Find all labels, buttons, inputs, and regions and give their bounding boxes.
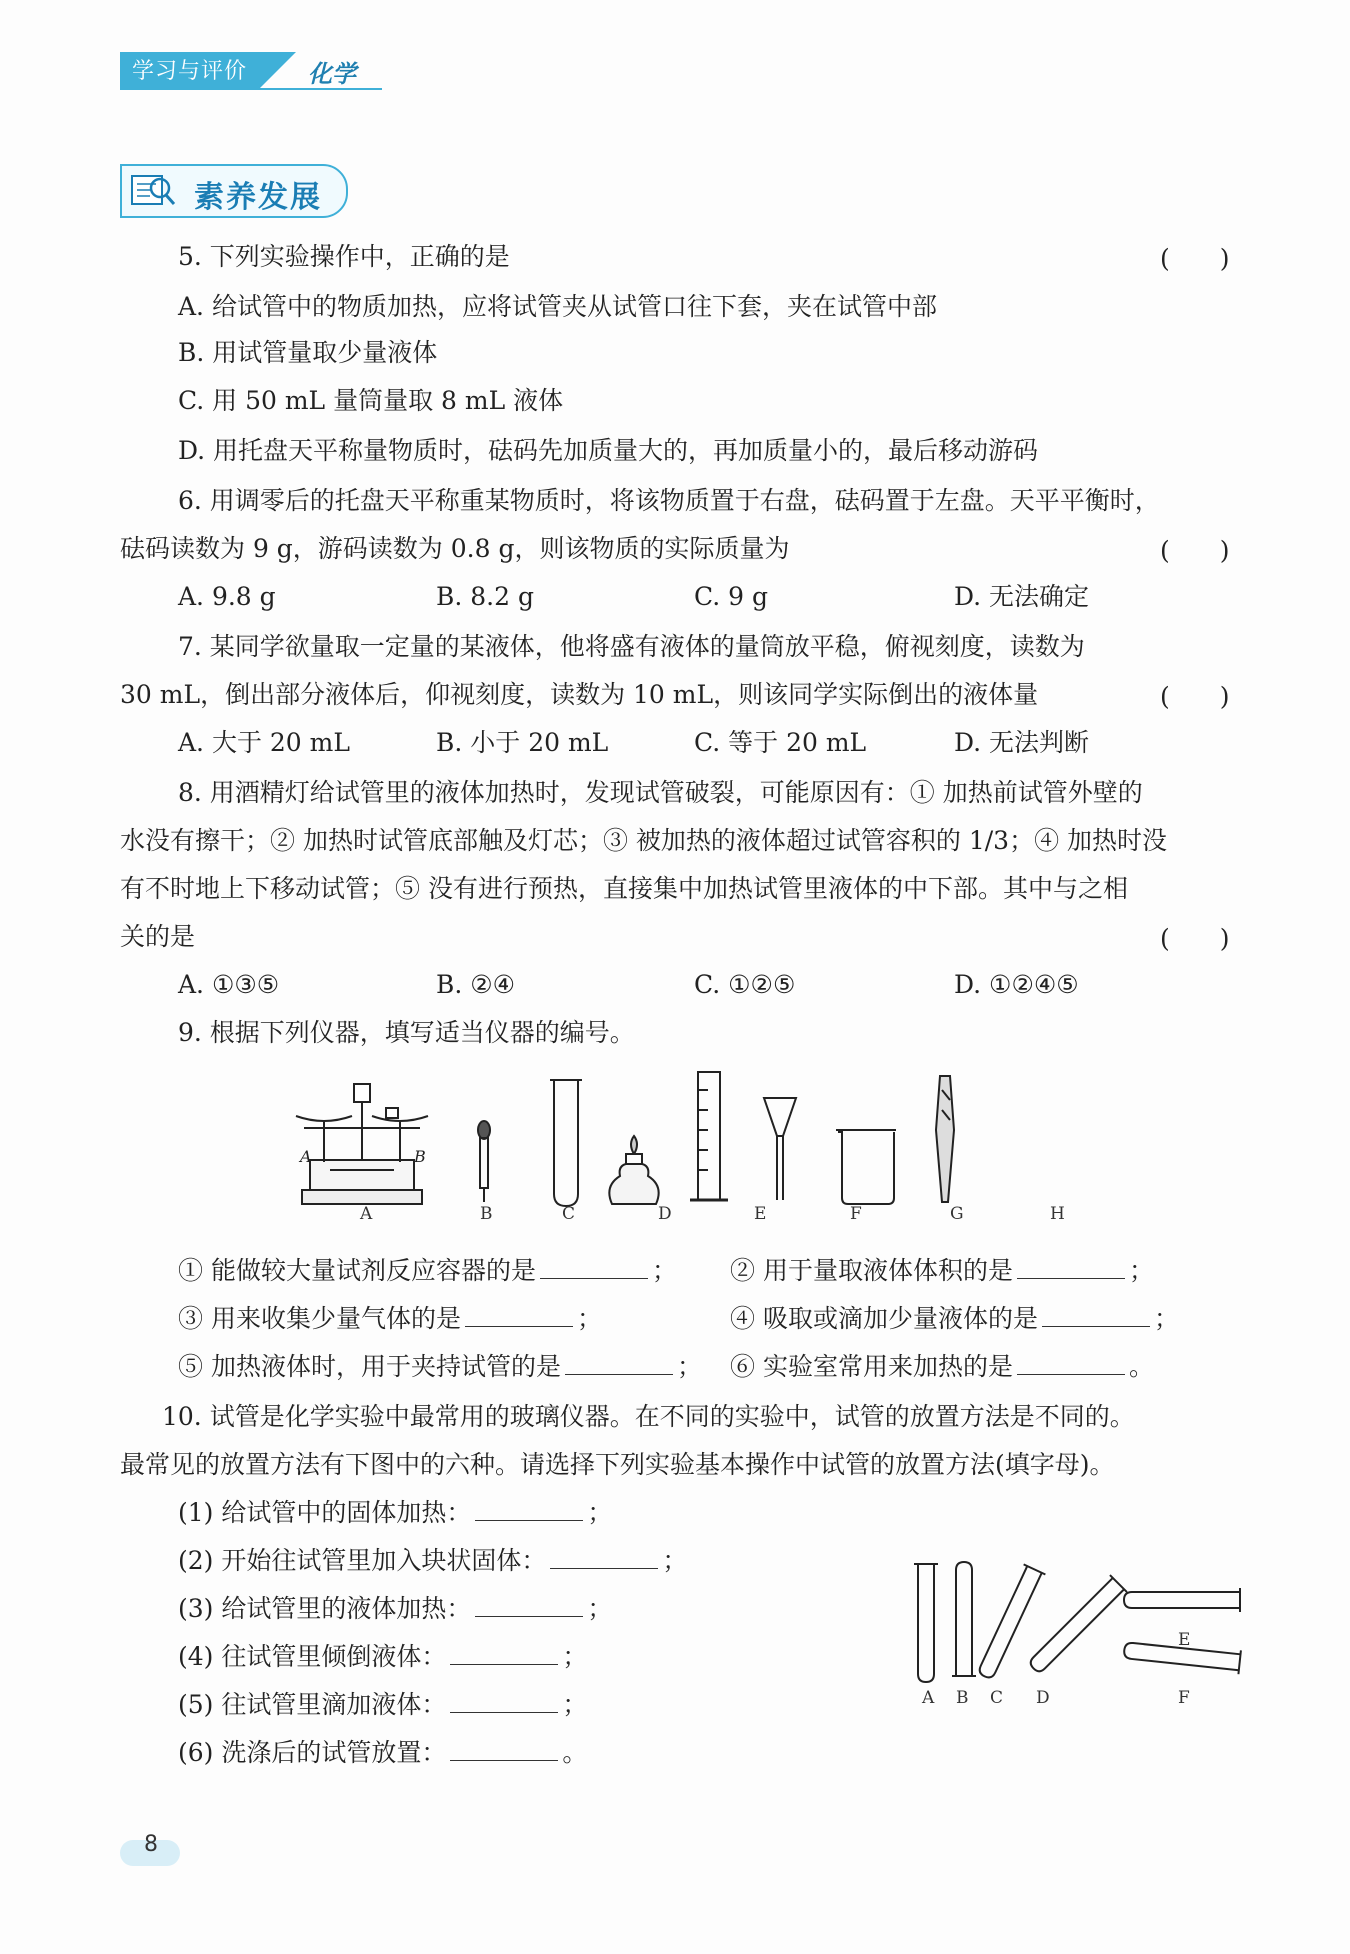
book-title: 学习与评价 (132, 59, 248, 84)
q5-option-a: A. 给试管中的物质加热，应将试管夹从试管口往下套，夹在试管中部 (178, 292, 937, 321)
apparatus-label-e: E (754, 1204, 767, 1224)
q10-item2-text: (2) 开始往试管里加入块状固体： (178, 1546, 547, 1575)
q10-item5 (178, 1688, 587, 1722)
test-tube-placement-figure (900, 1556, 1250, 1696)
q10-item1-end: ； (587, 1498, 613, 1527)
q9-sub1-text: ① 能做较大量试剂反应容器的是 (178, 1256, 536, 1285)
tube-label-b: B (956, 1688, 969, 1708)
q8-option-d: D. ①②④⑤ (954, 970, 1079, 999)
q10-item5-blank[interactable] (450, 1688, 558, 1713)
magnifier-book-icon (130, 172, 182, 210)
q7-option-c: C. 等于 20 mL (694, 728, 867, 757)
page-number: 8 (144, 1832, 158, 1857)
q10-item2-end: ； (662, 1546, 688, 1575)
q9-sub4-text: ④ 吸取或滴加少量液体的是 (730, 1304, 1038, 1333)
tube-label-d: D (1036, 1688, 1050, 1708)
q5-option-d: D. 用托盘天平称量物质时，砝码先加质量大的，再加质量小的，最后移动游码 (178, 436, 1039, 465)
q9-sub3-blank[interactable] (465, 1302, 573, 1327)
q9-sub3-end: ； (576, 1304, 602, 1333)
measuring-cylinder-icon (690, 1072, 728, 1200)
q10-item6-text: (6) 洗涤后的试管放置： (178, 1738, 447, 1767)
q7-answer-paren: ( ) (1160, 682, 1230, 711)
balance-pan-label-right: B (414, 1147, 426, 1166)
q10-item4-blank[interactable] (450, 1640, 558, 1665)
q9-sub3-text: ③ 用来收集少量气体的是 (178, 1304, 461, 1333)
apparatus-label-h: H (1050, 1204, 1065, 1224)
q7-line1: 7. 某同学欲量取一定量的某液体，他将盛有液体的量筒放平稳，俯视刻度，读数为 (178, 632, 1085, 661)
q10-item3 (178, 1592, 612, 1626)
q9-sub4-end: ； (1153, 1304, 1179, 1333)
q10-item1-text: (1) 给试管中的固体加热： (178, 1498, 472, 1527)
q6-answer-paren: ( ) (1160, 536, 1230, 565)
q10-item4-end: ； (562, 1642, 588, 1671)
q6-option-b: B. 8.2 g (436, 582, 534, 611)
q10-item4 (178, 1640, 587, 1674)
test-tube-icon (550, 1080, 582, 1206)
apparatus-label-c: C (562, 1204, 576, 1224)
apparatus-label-b: B (480, 1204, 493, 1224)
apparatus-label-d: D (658, 1204, 672, 1224)
tube-label-e: E (1178, 1630, 1191, 1650)
q9-sub5-blank[interactable] (565, 1350, 673, 1375)
q10-item5-end: ； (562, 1690, 588, 1719)
q9-sub1-end: ； (651, 1256, 677, 1285)
alcohol-lamp-icon (609, 1136, 658, 1204)
q6-option-a: A. 9.8 g (178, 582, 276, 611)
test-tube-holder-icon (936, 1076, 954, 1202)
q10-item6-blank[interactable] (450, 1736, 558, 1761)
tube-label-c: C (990, 1688, 1004, 1708)
balance-icon (296, 1084, 428, 1204)
q9-sub5-text: ⑤ 加热液体时，用于夹持试管的是 (178, 1352, 561, 1381)
balance-pan-label-left: A (300, 1147, 312, 1166)
section-heading (120, 164, 348, 218)
tube-e-icon (1124, 1588, 1240, 1612)
q10-item2-blank[interactable] (550, 1544, 658, 1569)
tube-b-icon (952, 1562, 976, 1676)
q8-option-b: B. ②④ (436, 970, 516, 999)
q10-item6-end: 。 (562, 1738, 588, 1767)
q10-item5-text: (5) 往试管里滴加液体： (178, 1690, 447, 1719)
q10-line2: 最常见的放置方法有下图中的六种。请选择下列实验基本操作中试管的放置方法(填字母)。 (120, 1450, 1115, 1479)
q10-item6 (178, 1736, 587, 1770)
q7-line2: 30 mL，倒出部分液体后，仰视刻度，读数为 10 mL，则该同学实际倒出的液体量 (120, 680, 1039, 709)
q8-line1: 8. 用酒精灯给试管里的液体加热时，发现试管破裂，可能原因有：① 加热前试管外壁的 (178, 778, 1143, 807)
q10-item1-blank[interactable] (475, 1496, 583, 1521)
q9-sub6 (730, 1350, 1154, 1384)
q5-option-c: C. 用 50 mL 量筒量取 8 mL 液体 (178, 386, 564, 415)
q8-answer-paren: ( ) (1160, 924, 1230, 953)
section-title: 素养发展 (194, 180, 322, 215)
q8-line4: 关的是 (120, 922, 196, 951)
dropper-icon (478, 1121, 490, 1202)
beaker-icon (836, 1130, 896, 1204)
q7-option-d: D. 无法判断 (954, 728, 1090, 757)
q10-item3-end: ； (587, 1594, 613, 1623)
apparatus-label-g: G (950, 1204, 964, 1224)
q9-sub4-blank[interactable] (1042, 1302, 1150, 1327)
header-band-tip (260, 52, 296, 88)
apparatus-label-a: A (360, 1204, 373, 1224)
q9-sub1-blank[interactable] (540, 1254, 648, 1279)
q9-sub6-end: 。 (1128, 1352, 1154, 1381)
q10-item2 (178, 1544, 687, 1578)
q9-sub6-text: ⑥ 实验室常用来加热的是 (730, 1352, 1013, 1381)
q9-sub5 (178, 1350, 702, 1384)
q6-option-d: D. 无法确定 (954, 582, 1090, 611)
q9-sub1 (178, 1254, 677, 1288)
q9-sub2 (730, 1254, 1154, 1288)
funnel-icon (764, 1098, 796, 1200)
q7-option-b: B. 小于 20 mL (436, 728, 609, 757)
apparatus-label-f: F (850, 1204, 862, 1224)
q9-sub3 (178, 1302, 602, 1336)
q8-line3: 有不时地上下移动试管；⑤ 没有进行预热，直接集中加热试管里液体的中下部。其中与之相 (120, 874, 1128, 903)
q9-sub2-blank[interactable] (1017, 1254, 1125, 1279)
tube-d-icon (1025, 1575, 1127, 1677)
q9-stem: 9. 根据下列仪器，填写适当仪器的编号。 (178, 1018, 635, 1047)
q8-option-a: A. ①③⑤ (178, 970, 280, 999)
q6-line1: 6. 用调零后的托盘天平称重某物质时，将该物质置于右盘，砝码置于左盘。天平平衡时， (178, 486, 1160, 515)
q6-option-c: C. 9 g (694, 582, 768, 611)
tube-label-f: F (1178, 1688, 1190, 1708)
q6-line2: 砝码读数为 9 g，游码读数为 0.8 g，则该物质的实际质量为 (120, 534, 790, 563)
q9-sub6-blank[interactable] (1017, 1350, 1125, 1375)
q8-option-c: C. ①②⑤ (694, 970, 796, 999)
q7-option-a: A. 大于 20 mL (178, 728, 350, 757)
q9-sub2-end: ； (1128, 1256, 1154, 1285)
q5-answer-paren: ( ) (1160, 244, 1230, 273)
subject-title: 化学 (308, 59, 356, 88)
q5-option-b: B. 用试管量取少量液体 (178, 338, 438, 367)
tube-c-icon (974, 1564, 1046, 1681)
q9-sub4 (730, 1302, 1179, 1336)
q8-line2: 水没有擦干；② 加热时试管底部触及灯芯；③ 被加热的液体超过试管容积的 1/3；④ 加热时没 (120, 826, 1168, 855)
q10-item4-text: (4) 往试管里倾倒液体： (178, 1642, 447, 1671)
q9-sub2-text: ② 用于量取液体体积的是 (730, 1256, 1013, 1285)
header-underline (120, 88, 382, 90)
q10-item3-text: (3) 给试管里的液体加热： (178, 1594, 472, 1623)
tube-a-icon (914, 1564, 938, 1682)
q5-stem: 5. 下列实验操作中，正确的是 (178, 242, 510, 271)
q10-item3-blank[interactable] (475, 1592, 583, 1617)
q9-sub5-end: ； (676, 1352, 702, 1381)
q10-item1 (178, 1496, 612, 1530)
tube-label-a: A (922, 1688, 935, 1708)
q10-line1: 10. 试管是化学实验中最常用的玻璃仪器。在不同的实验中，试管的放置方法是不同的。 (162, 1402, 1135, 1431)
